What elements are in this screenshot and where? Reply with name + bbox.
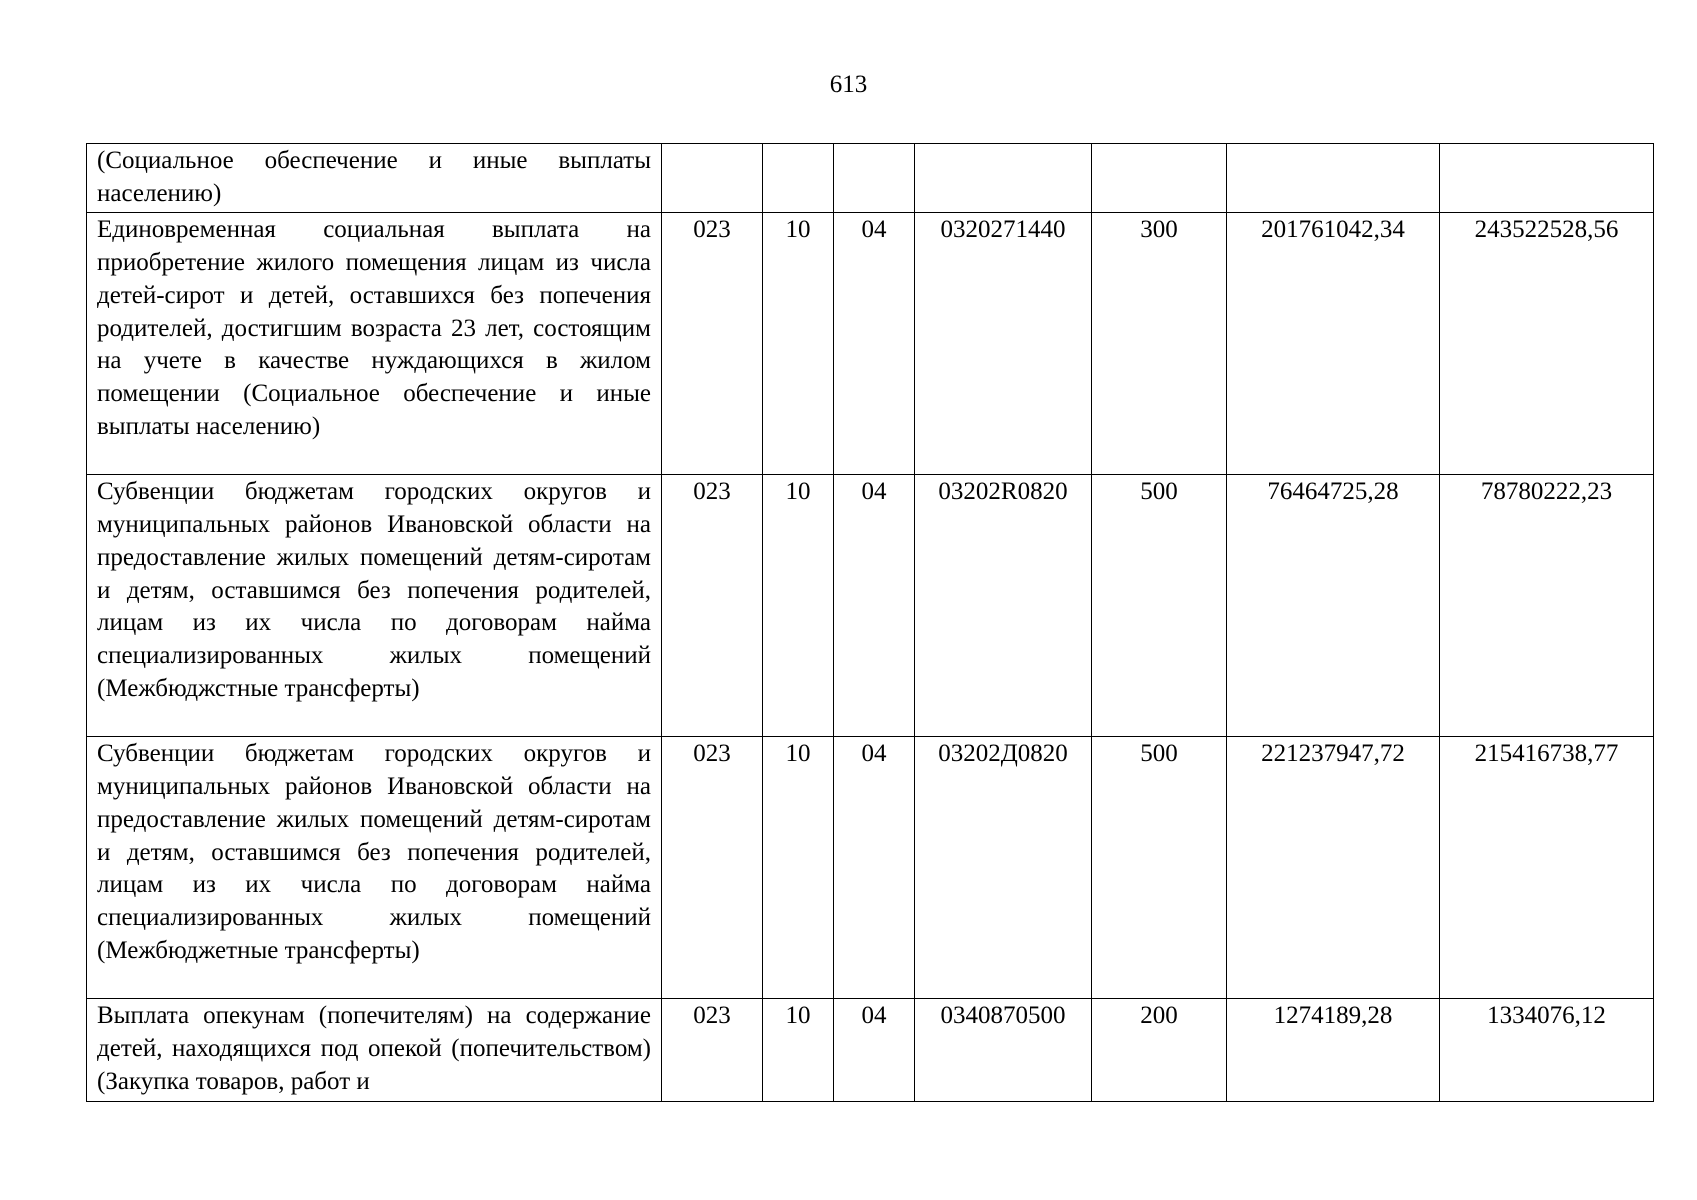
ministry-code: 023 bbox=[662, 999, 763, 1101]
amount-year-1: 1274189,28 bbox=[1227, 999, 1440, 1101]
amount-year-2: 243522528,56 bbox=[1440, 213, 1654, 475]
table-row bbox=[87, 737, 1654, 999]
target-article-code: 03202R0820 bbox=[915, 475, 1092, 737]
table-row bbox=[87, 213, 1654, 475]
ministry-code bbox=[662, 144, 763, 213]
section-code: 10 bbox=[763, 213, 834, 475]
amount-year-1: 76464725,28 bbox=[1227, 475, 1440, 737]
amount-year-1 bbox=[1227, 144, 1440, 213]
expense-type-code: 500 bbox=[1092, 475, 1227, 737]
row-description: Субвенции бюджетам городских округов и муниципальных районов Ивановской области на предоставление жилых помещений детям-сиротам и детям, оставшимся без попечения родителей, лицам из их числа по договорам найма специализированных жилых помещений (Межбюджетные трансферты) bbox=[87, 737, 662, 999]
row-description: (Социальное обеспечение и иные выплаты населению) bbox=[87, 144, 662, 213]
row-description: Субвенции бюджетам городских округов и муниципальных районов Ивановской области на предоставление жилых помещений детям-сиротам и детям, оставшимся без попечения родителей, лицам из их числа по договорам найма специализированных жилых помещений (Межбюджстные трансферты) bbox=[87, 475, 662, 737]
amount-year-1: 221237947,72 bbox=[1227, 737, 1440, 999]
subsection-code: 04 bbox=[834, 213, 915, 475]
amount-year-2: 215416738,77 bbox=[1440, 737, 1654, 999]
expense-type-code: 500 bbox=[1092, 737, 1227, 999]
target-article-code: 0320271440 bbox=[915, 213, 1092, 475]
expense-type-code bbox=[1092, 144, 1227, 213]
target-article-code: 03202Д0820 bbox=[915, 737, 1092, 999]
table-row bbox=[87, 475, 1654, 737]
expense-type-code: 200 bbox=[1092, 999, 1227, 1101]
section-code: 10 bbox=[763, 475, 834, 737]
page-number: 613 bbox=[829, 71, 868, 98]
subsection-code bbox=[834, 144, 915, 213]
amount-year-2 bbox=[1440, 144, 1654, 213]
subsection-code: 04 bbox=[834, 475, 915, 737]
section-code bbox=[763, 144, 834, 213]
table-row bbox=[87, 999, 1654, 1101]
table-row bbox=[87, 144, 1654, 213]
section-code: 10 bbox=[763, 999, 834, 1101]
expense-type-code: 300 bbox=[1092, 213, 1227, 475]
subsection-code: 04 bbox=[834, 999, 915, 1101]
target-article-code bbox=[915, 144, 1092, 213]
amount-year-2: 78780222,23 bbox=[1440, 475, 1654, 737]
ministry-code: 023 bbox=[662, 213, 763, 475]
section-code: 10 bbox=[763, 737, 834, 999]
ministry-code: 023 bbox=[662, 737, 763, 999]
amount-year-1: 201761042,34 bbox=[1227, 213, 1440, 475]
budget-table bbox=[86, 143, 1654, 1102]
row-description: Единовременная социальная выплата на приобретение жилого помещения лицам из числа детей-сирот и детей, оставшихся без попечения родителей, достигшим возраста 23 лет, состоящим на учете в качестве нуждающихся в жилом помещении (Социальное обеспечение и иные выплаты населению) bbox=[87, 213, 662, 475]
target-article-code: 0340870500 bbox=[915, 999, 1092, 1101]
ministry-code: 023 bbox=[662, 475, 763, 737]
amount-year-2: 1334076,12 bbox=[1440, 999, 1654, 1101]
row-description: Выплата опекунам (попечителям) на содержание детей, находящихся под опекой (попечительством) (Закупка товаров, работ и bbox=[87, 999, 662, 1101]
subsection-code: 04 bbox=[834, 737, 915, 999]
